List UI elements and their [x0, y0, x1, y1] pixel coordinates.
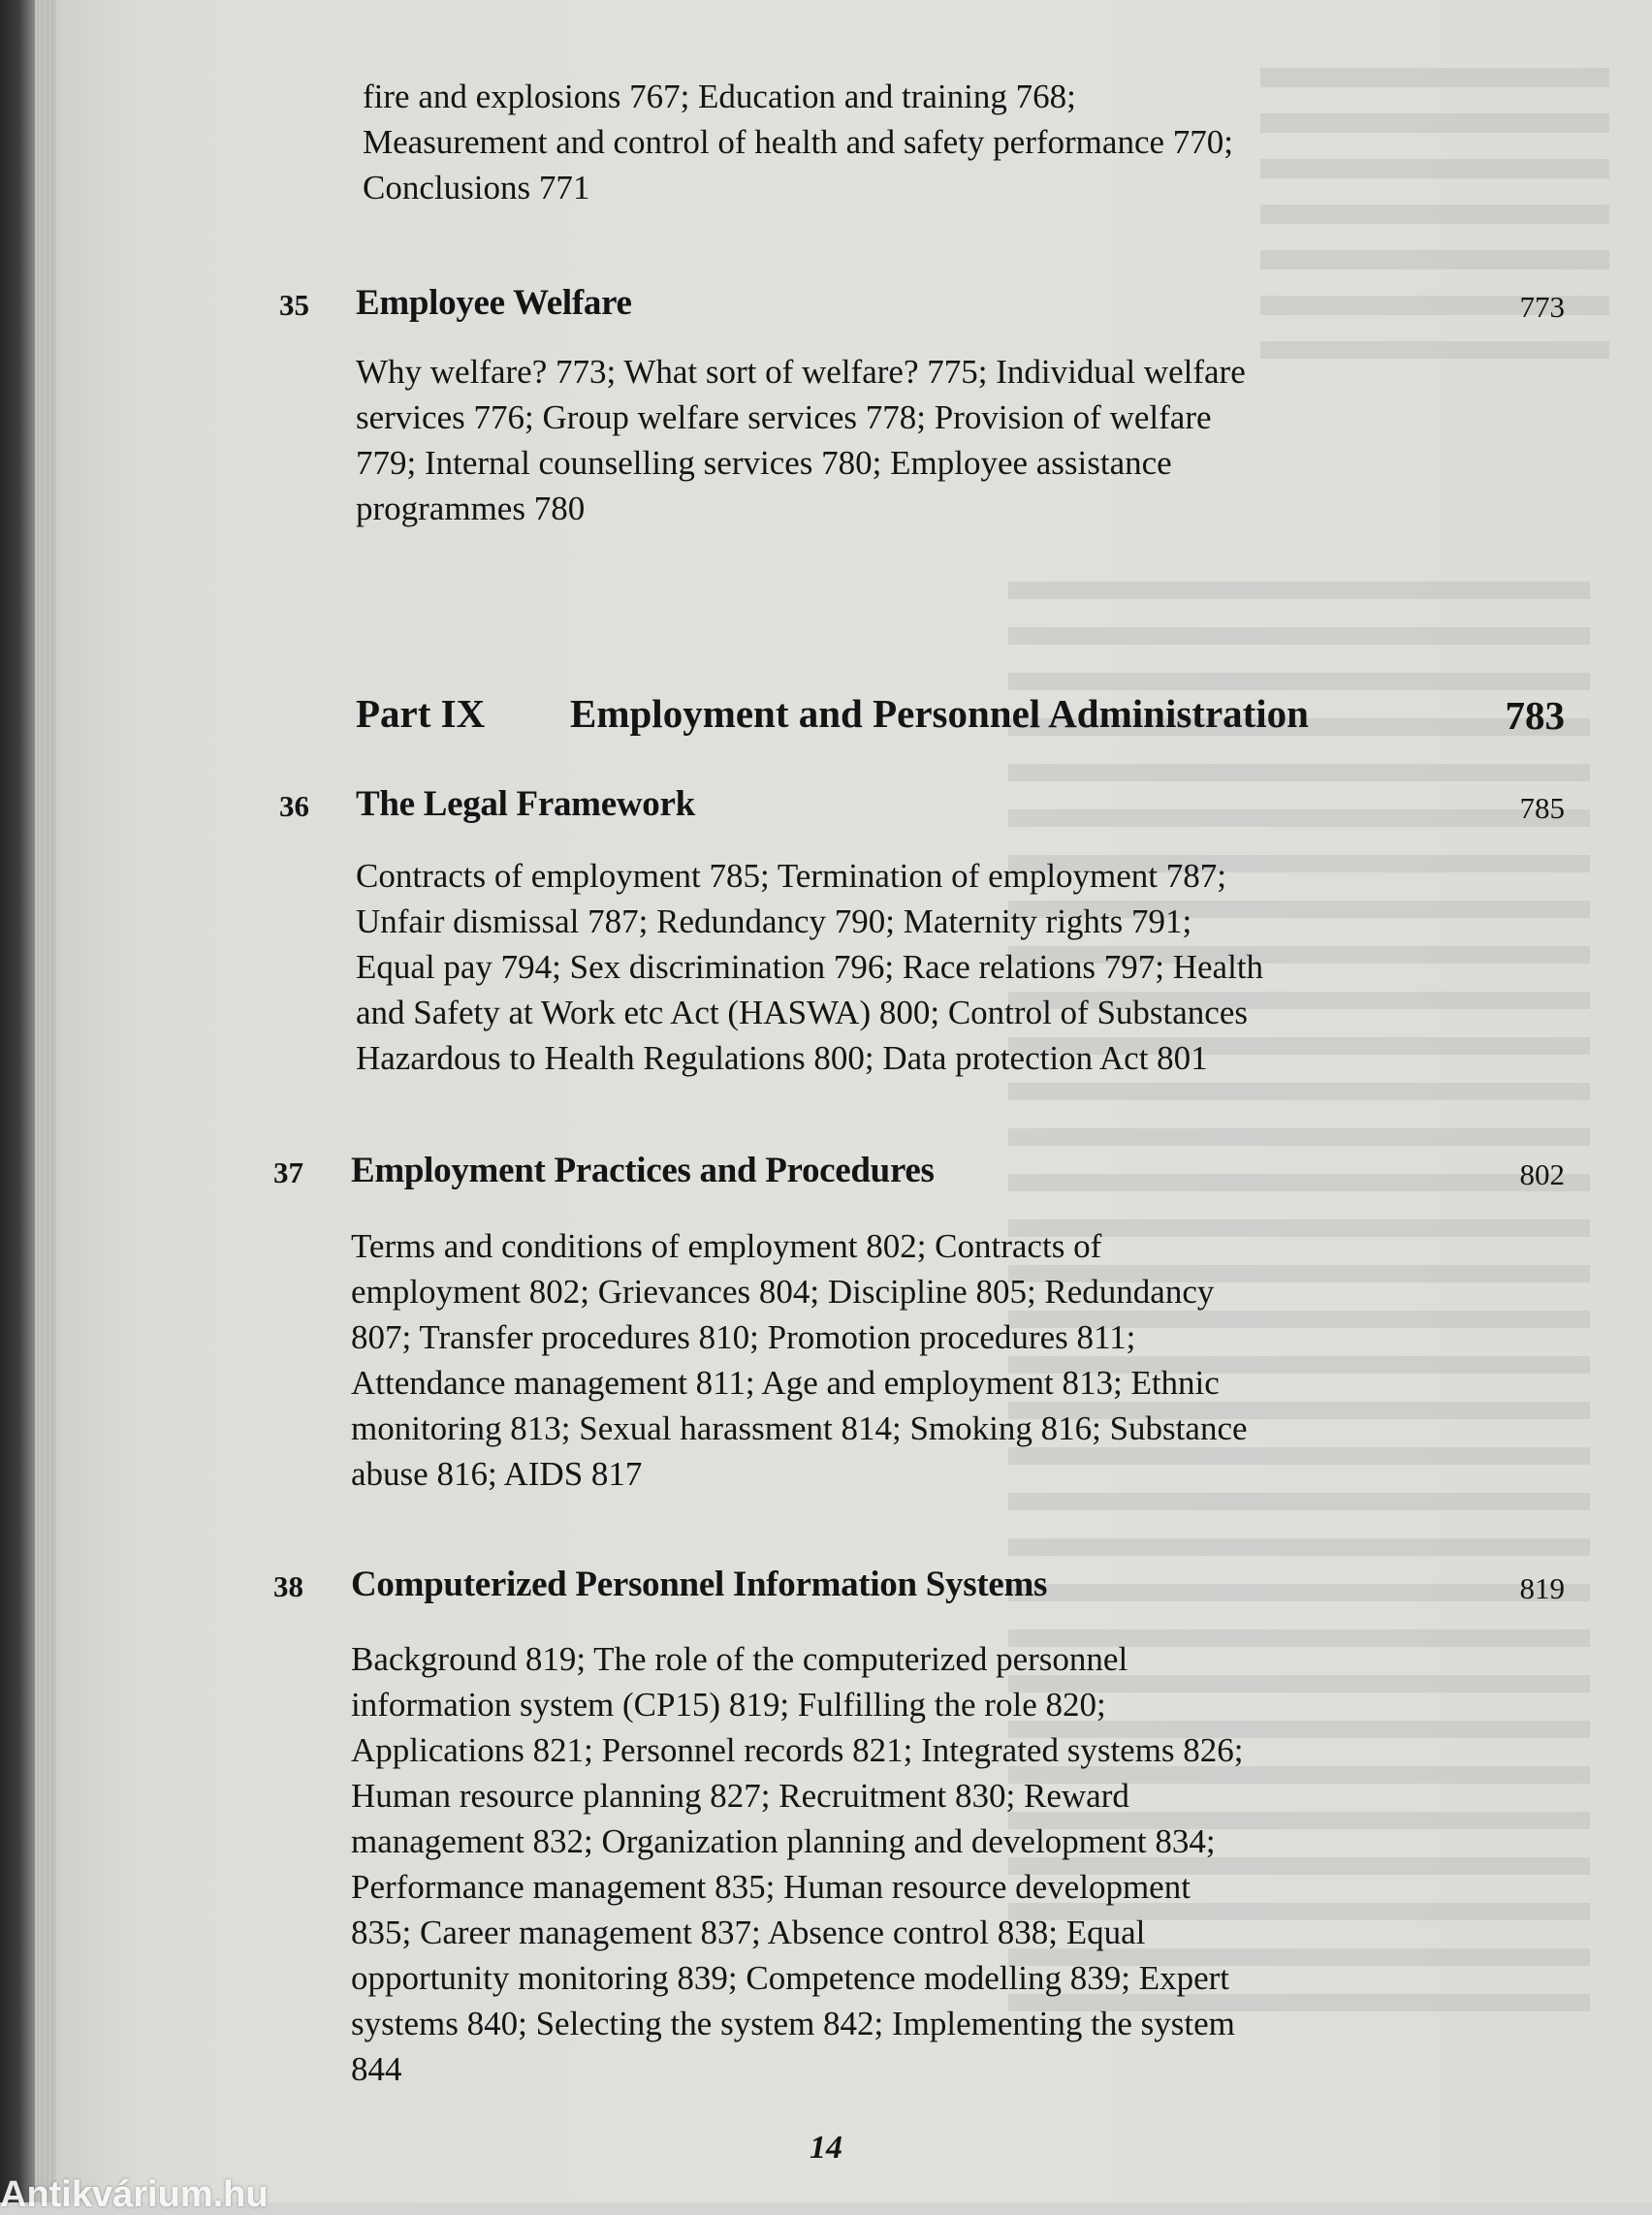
text-line: 835; Career management 837; Absence control 838; Equal [351, 1914, 1146, 1951]
chapter-number: 38 [273, 1569, 303, 1603]
text-line: information system (CP15) 819; Fulfilling the role 820; [351, 1686, 1106, 1724]
text-line: opportunity monitoring 839; Competence modelling 839; Expert [351, 1959, 1229, 1997]
text-line: Terms and conditions of employment 802; Contracts of [351, 1227, 1102, 1265]
text-line: Why welfare? 773; What sort of welfare? 775; Individual welfare [356, 353, 1246, 391]
text-line: Conclusions 771 [363, 169, 590, 206]
chapter-page: 819 [1519, 1571, 1565, 1605]
text-line: 807; Transfer procedures 810; Promotion procedures 811; [351, 1318, 1136, 1356]
part-page: 783 [1505, 693, 1565, 738]
part-label: Part IX [356, 691, 486, 736]
text-line: Human resource planning 827; Recruitment 830; Reward [351, 1777, 1129, 1815]
text-line: 844 [351, 2050, 402, 2088]
text-line: systems 840; Selecting the system 842; Implementing the system [351, 2005, 1235, 2042]
text-line: Performance management 835; Human resource development [351, 1868, 1191, 1906]
text-line: programmes 780 [356, 490, 586, 527]
text-line: Contracts of employment 785; Termination of employment 787; [356, 857, 1227, 895]
chapter-page: 773 [1519, 290, 1565, 324]
text-line: and Safety at Work etc Act (HASWA) 800; Control of Substances [356, 994, 1248, 1031]
text-line: management 832; Organization planning and development 834; [351, 1822, 1216, 1860]
chapter-number: 37 [273, 1155, 303, 1189]
chapter-title: Employee Welfare [356, 283, 632, 323]
text-line: Hazardous to Health Regulations 800; Data protection Act 801 [356, 1039, 1208, 1077]
text-line: fire and explosions 767; Education and training 768; [363, 78, 1076, 115]
text-line: employment 802; Grievances 804; Discipline 805; Redundancy [351, 1273, 1215, 1311]
watermark: Antikvárium.hu [0, 2174, 269, 2215]
text-line: Measurement and control of health and safety performance 770; [363, 123, 1233, 161]
chapter-title: Computerized Personnel Information Systems [351, 1565, 1048, 1604]
text-line: Applications 821; Personnel records 821; Integrated systems 826; [351, 1731, 1244, 1769]
chapter-page: 785 [1519, 791, 1565, 825]
text-line: Equal pay 794; Sex discrimination 796; Race relations 797; Health [356, 948, 1264, 986]
text-line: services 776; Group welfare services 778; Provision of welfare [356, 398, 1212, 436]
text-line: abuse 816; AIDS 817 [351, 1455, 643, 1493]
text-line: Background 819; The role of the computerized personnel [351, 1640, 1128, 1678]
text-line: Unfair dismissal 787; Redundancy 790; Maternity rights 791; [356, 902, 1192, 940]
chapter-number: 36 [279, 789, 309, 823]
chapter-number: 35 [279, 288, 309, 322]
text-line: 779; Internal counselling services 780; Employee assistance [356, 444, 1172, 482]
chapter-page: 802 [1519, 1157, 1565, 1191]
page-number: 14 [810, 2130, 842, 2166]
page-edges [35, 0, 56, 2202]
text-line: monitoring 813; Sexual harassment 814; Smoking 816; Substance [351, 1409, 1248, 1447]
chapter-title: Employment Practices and Procedures [351, 1151, 935, 1190]
part-title: Employment and Personnel Administration [570, 691, 1309, 736]
book-spine [0, 0, 35, 2202]
text-line: Attendance management 811; Age and employment 813; Ethnic [351, 1364, 1220, 1402]
chapter-title: The Legal Framework [356, 784, 695, 824]
